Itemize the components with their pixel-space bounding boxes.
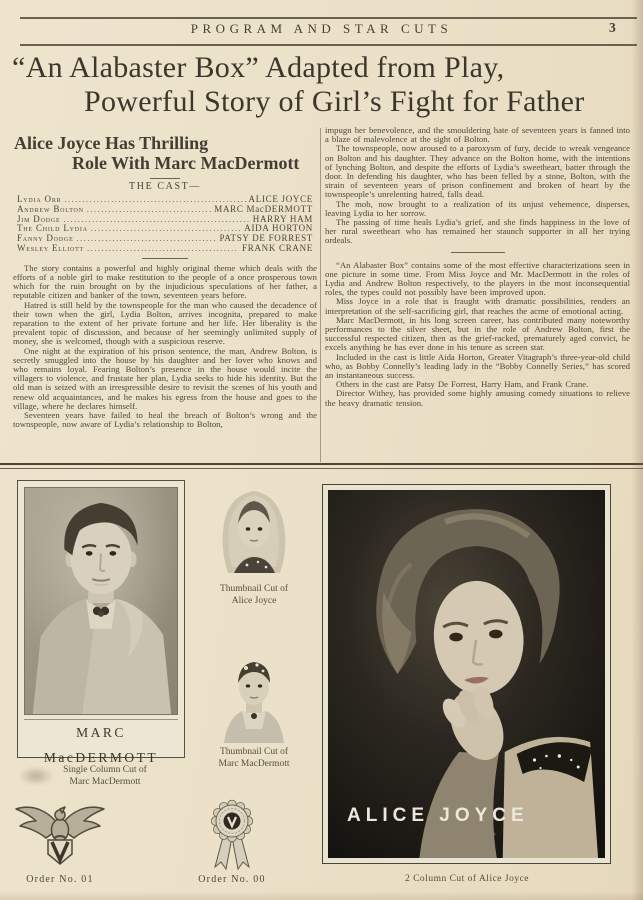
article-paragraph: The story contains a powerful and highly original theme which deals with the efforts of a noble girl to make restitution to the people of a once prosperous town which for the ruin brought on by the injudicious speculations of her father, a reputable citizen and banker of the town, seventeen years before.	[13, 262, 317, 301]
macdermott-thumbnail-caption	[196, 747, 312, 770]
cast-actor: FRANK CRANE	[242, 242, 313, 253]
rosette-ribbon-icon	[205, 797, 259, 875]
alice-thumbnail-caption-line1: Thumbnail Cut of	[219, 584, 289, 594]
page-edge-shadow-right	[631, 0, 643, 900]
article-paragraph: The passing of time heals Lydia’s grief, and she finds happiness in the love of her rural sweetheart who has remained her staunch supporter in all her trying ordeals.	[325, 217, 630, 246]
cast-role: Andrew Bolton	[17, 203, 84, 214]
article-paragraph: The townspeople, now aroused to a paroxysm of fury, decide to wreak vengeance on Bolton and his daughter. They advance on the Bolton home, with the intentions of lynching Bolton, and despite the efforts of Lydia’s sweetheart, batter through the door. In defending his daughter, who has been felled by a stone, Bolton, with the strain of seventeen years of prison confinement and broken of heart by the townspeople’s unrelenting hatred, falls dead.	[325, 143, 630, 200]
macdermott-thumbnail-image	[216, 653, 292, 743]
dot-leader	[77, 234, 217, 244]
article-paragraph: Marc MacDermott, in his long screen career, has contributed many noteworthy performances to the silver sheet, but in the role of Andrew Bolton, first the successful respected citizen, then as the grief-racked, prematurely aged convict, he excels anything he has ever done in his tenure as screen star.	[325, 314, 630, 353]
cast-heading: THE CAST—	[129, 181, 201, 192]
alice-thumbnail-caption	[196, 584, 312, 607]
macdermott-thumbnail-caption-line2: Marc MacDermott	[218, 758, 290, 769]
cast-role: Fanny Dodge	[17, 233, 74, 244]
alice-thumbnail-image	[214, 487, 294, 579]
right-column	[325, 126, 630, 408]
macdermott-caption-line1: Single Column Cut of	[63, 765, 147, 775]
header-bottom-rule	[20, 44, 637, 46]
article-paragraph: Hatred is still held by the townspeople for the man who caused the decadence of their town when the girl, Lydia Bolton, arrives incognita, prepared to make reparation to the extent of her private fortune and her life. Her liberality is the prevalent topic of discussion, and because of her seemingly unlimited supply of money, she is welcomed, though with a suspicious reserve.	[13, 299, 317, 347]
article-paragraph: “An Alabaster Box” contains some of the most effective characterizations seen in one picture in some time. From Miss Joyce and Mr. MacDermott in the roles of Lydia and Andrew Bolton respectively, to the players in the most inconsequential roles, the types could not possibly have been improved upon.	[325, 259, 630, 298]
alice-portrait-image	[328, 490, 605, 858]
article-paragraph: impugn her benevolence, and the smouldering hate of seventeen years is fanned into a blaze of malevolence at the sight of Bolton.	[325, 125, 630, 145]
article-paragraph: Others in the cast are Patsy De Forrest, Harry Ham, and Frank Crane.	[336, 379, 589, 390]
page-number: 3	[609, 20, 616, 35]
article-paragraph: Miss Joyce in a role that is fraught with dramatic possibilities, renders an interpretation of the self-sacrificing girl, that reaches the acme of emotional acting.	[325, 296, 630, 316]
alice-thumbnail-caption-line2: Alice Joyce	[231, 595, 277, 606]
macdermott-portrait-image	[24, 487, 178, 715]
cast-actor: ALICE JOYCE	[248, 194, 313, 204]
cast-actor: MARC MacDERMOTT	[214, 203, 313, 214]
macdermott-thumbnail-caption-line1: Thumbnail Cut of	[219, 747, 289, 757]
order-number-rosette: Order No. 00	[198, 874, 266, 885]
column-divider-rule	[320, 128, 321, 462]
dot-leader	[87, 205, 211, 215]
cast-actor: AIDA HORTON	[244, 223, 313, 234]
cast-top-rule	[150, 178, 180, 179]
dot-leader	[87, 244, 239, 254]
cast-list	[17, 195, 313, 254]
alice-photo-frame	[322, 484, 611, 864]
article-paragraph: One night at the expiration of his prison sentence, the man, Andrew Bolton, is secretly smuggled into the house by his daughter and her lover who knows and who remains loyal. Fearing Bolton’s presence in the house would incite the villagers to violence, and frustate her plan, Lydia seeks to hide his identity. But the old man is seized with an irrespressible desire to revisit the scenes of his youth and renew old acquaintances, and he makes his egress from the house and goes to the village, where he declares himself.	[13, 345, 317, 411]
macdermott-nameplate: MARC MacDERMOTT	[24, 719, 178, 745]
alice-caption: 2 Column Cut of Alice Joyce	[404, 874, 530, 884]
cast-role: Wesley Elliott	[17, 242, 85, 253]
cast-bottom-rule	[142, 258, 188, 259]
section-double-rule	[0, 463, 643, 469]
article-paragraph: The mob, now brought to a realization of its unjust vehemence, disperses, leaving Lydia to her sorrow.	[325, 198, 630, 218]
subhead-line2: Role With Marc MacDermott	[72, 153, 300, 173]
macdermott-caption	[10, 765, 200, 788]
section-divider-rule	[451, 252, 505, 253]
cast-role: The Child Lydia	[17, 223, 88, 234]
headline-line1: “An Alabaster Box” Adapted from Play,	[12, 51, 505, 84]
page-edge-shadow-bottom	[0, 891, 643, 900]
order-number-eagle: Order No. 01	[26, 874, 94, 885]
top-rule	[20, 17, 637, 19]
cast-role: Lydia Orr	[17, 194, 62, 204]
left-column	[13, 178, 317, 429]
article-paragraph: Director Withey, has provided some highly amusing comedy situations to relieve the heavy dramatic tension.	[325, 388, 630, 408]
cast-actor: PATSY DE FORREST	[219, 233, 313, 244]
cast-actor: HARRY HAM	[252, 213, 313, 224]
article-paragraph: Included in the cast is little Aida Horton, Greater Vitagraph’s three-year-old child who, as Bobby Connelly’s leading lady in the “Bobby Connelly Series,” has scored an instantaneous success.	[325, 351, 630, 381]
macdermott-photo-frame	[17, 480, 185, 765]
alice-photo-title: ALICE JOYCE	[347, 805, 529, 826]
macdermott-caption-line2: Marc MacDermott	[69, 776, 141, 787]
cast-role: Jim Dodge	[17, 213, 61, 224]
headline-line2: Powerful Story of Girl’s Fight for Father	[84, 85, 585, 118]
article-paragraph: Seventeen years have failed to heal the breach of Bolton’s wrong and the townspeople, now aware of Lydia’s relationship to Bolton,	[13, 410, 317, 430]
cast-row	[17, 244, 313, 254]
dot-leader	[63, 215, 249, 225]
eagle-shield-icon	[12, 800, 108, 870]
subhead-line1: Alice Joyce Has Thrilling	[14, 133, 209, 153]
running-head: PROGRAM AND STAR CUTS	[190, 21, 453, 36]
